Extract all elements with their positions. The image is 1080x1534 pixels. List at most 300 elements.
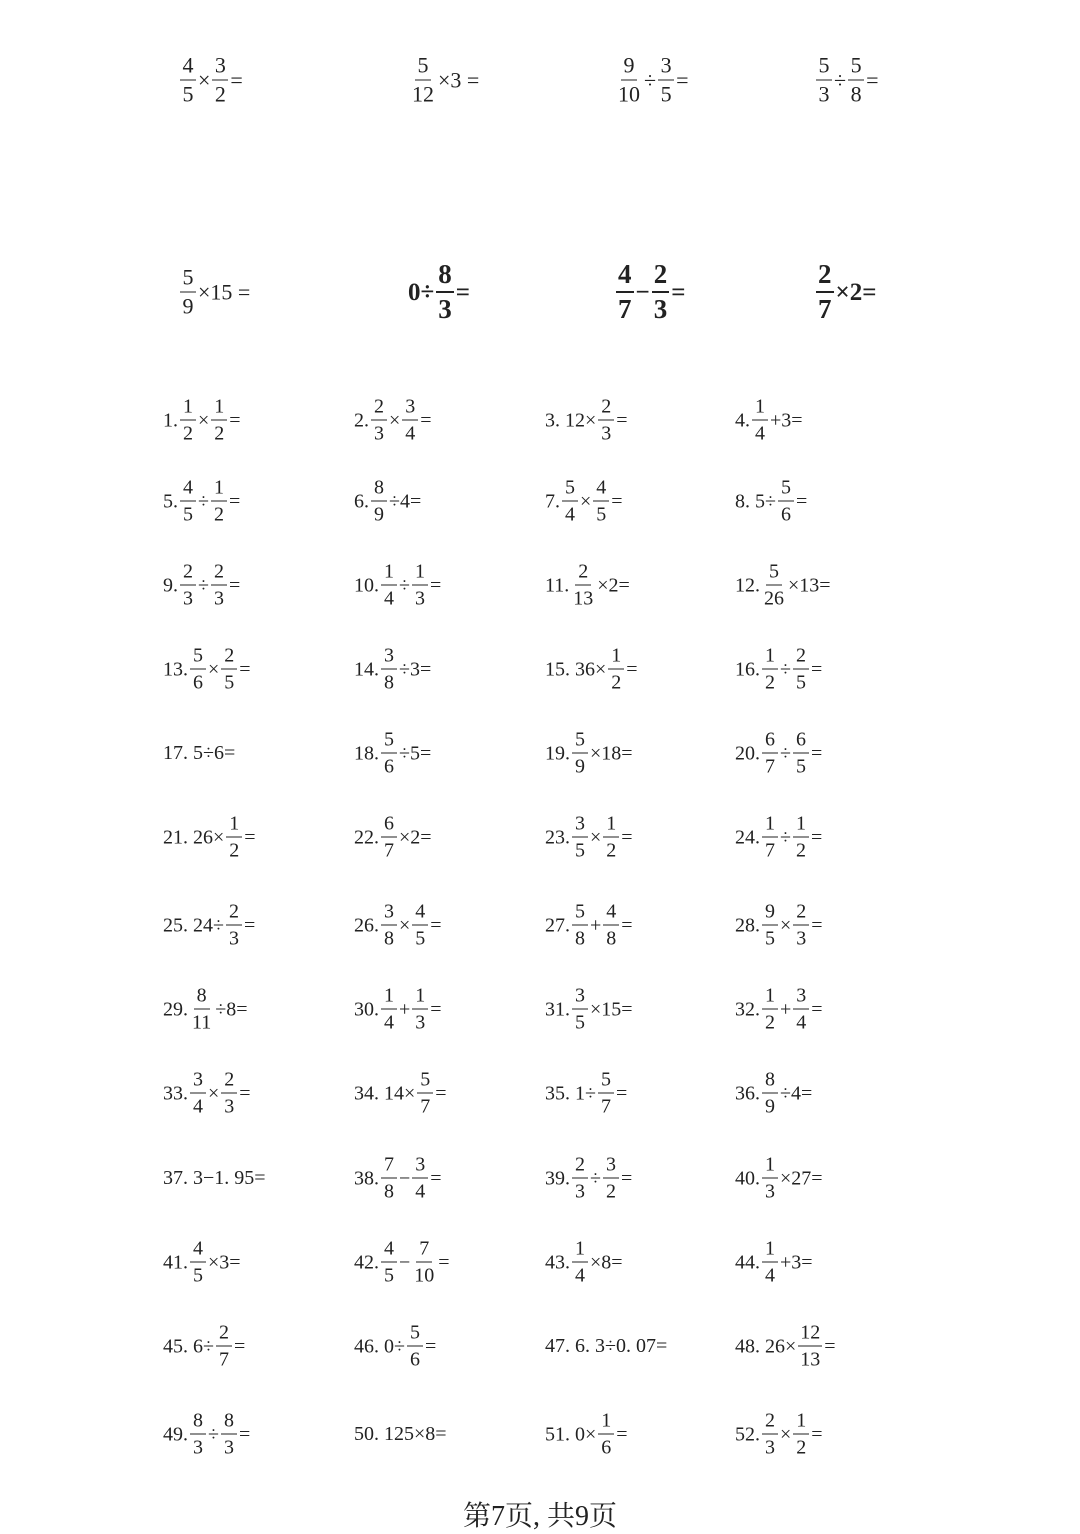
denominator: 3 [223,1436,234,1459]
denominator: 3 [414,587,425,610]
expression-text: = [810,826,823,848]
numerator: 7 [381,1155,397,1179]
expression-text: ÷ [590,1167,601,1189]
problem-51 [545,1411,628,1458]
fraction [381,646,397,693]
expression-text: × [780,914,792,936]
expression-text: + [780,998,792,1020]
problem-34 [354,1070,447,1117]
expression-text: ×2= [835,278,877,306]
problem-22 [354,814,432,861]
numerator: 1 [572,1239,588,1263]
expression-text: = [435,1082,447,1104]
denominator: 5 [384,1264,394,1287]
problem-9 [163,562,240,609]
expression-text: 50. 125×8= [354,1423,447,1445]
numerator: 4 [180,478,196,502]
expression-text: ×3= [208,1251,241,1273]
expression-text: 2. [354,409,369,431]
numerator: 3 [381,902,397,926]
denominator: 4 [415,1180,426,1203]
fraction [598,397,614,444]
denominator: 3 [193,1436,203,1459]
problem-1 [163,397,241,444]
fraction [752,397,768,444]
numerator: 1 [180,397,196,421]
expression-text: × [208,658,220,680]
fraction [762,1070,778,1117]
fraction [593,478,609,525]
header-problem-5 [178,264,251,319]
denominator: 6 [601,1436,612,1459]
expression-text: 13. [163,658,188,680]
problem-39 [545,1155,632,1202]
fraction [226,902,242,949]
fraction [571,562,595,609]
problem-4 [735,397,803,444]
numerator: 3 [212,55,228,81]
expression-text: +3= [770,409,803,431]
numerator: 6 [793,730,809,754]
expression-text: = [795,490,808,512]
expression-text: 29. [163,998,188,1020]
expression-text: ÷ [208,1423,219,1445]
expression-text: 34. 14× [354,1082,416,1104]
denominator: 5 [596,503,607,526]
expression-text: 18. [354,742,379,764]
denominator: 9 [182,293,194,319]
numerator: 5 [848,55,864,81]
numerator: 5 [415,55,431,81]
expression-text: 31. [545,998,570,1020]
denominator: 5 [224,671,235,694]
problem-35 [545,1070,627,1117]
fraction [180,478,196,525]
numerator: 2 [211,562,227,586]
fraction [762,986,778,1033]
expression-text: = [455,278,470,306]
denominator: 4 [765,1264,775,1287]
expression-text: 46. 0÷ [354,1335,405,1357]
problem-43 [545,1239,623,1286]
expression-text: 28. [735,914,760,936]
numerator: 2 [762,1411,778,1435]
problem-5 [163,478,240,525]
fraction [436,261,454,323]
numerator: 1 [793,1411,809,1435]
numerator: 8 [762,1070,778,1094]
numerator: 3 [603,1155,619,1179]
problem-23 [545,814,633,861]
expression-text: 48. 26× [735,1335,797,1357]
fraction [598,1411,614,1458]
fraction [572,1155,588,1202]
numerator: 2 [598,397,614,421]
page-footer: 第7页, 共9页 [462,1501,617,1532]
expression-text: = [244,826,256,848]
fraction [616,261,634,323]
denominator: 7 [218,1348,229,1371]
expression-text: = [616,1423,628,1445]
problem-40 [735,1155,823,1202]
problem-12 [735,562,831,609]
denominator: 2 [605,1180,616,1203]
denominator: 4 [405,422,416,445]
denominator: 3 [601,422,612,445]
expression-text: 16. [735,658,760,680]
fraction [412,1239,436,1286]
fraction [778,478,794,525]
numerator: 1 [211,478,227,502]
expression-text: = [239,1082,251,1104]
expression-text: + [590,914,602,936]
expression-text: = [810,658,823,680]
expression-text: 30. [354,998,379,1020]
expression-text: ×3 = [438,67,480,92]
expression-text: × [780,1423,792,1445]
fraction [793,986,809,1033]
fraction [798,1323,822,1370]
denominator: 2 [214,81,226,107]
expression-text: 32. [735,998,760,1020]
numerator: 5 [572,902,588,926]
denominator: 3 [374,422,384,445]
expression-text: ÷8= [215,998,248,1020]
denominator: 5 [795,671,806,694]
problem-7 [545,478,623,525]
fraction [410,52,436,107]
expression-text: 19. [545,742,570,764]
denominator: 9 [765,1095,775,1118]
denominator: 7 [765,755,775,778]
expression-text: = [615,1082,628,1104]
fraction [412,562,428,609]
expression-text: ×18= [590,742,633,764]
numerator: 5 [816,55,832,81]
expression-text: = [228,490,241,512]
expression-text: 45. 6÷ [163,1335,214,1357]
expression-text: × [198,409,210,431]
expression-text: ÷3= [399,658,432,680]
problem-47 [545,1336,667,1356]
fraction [603,1155,619,1202]
denominator: 2 [796,1436,807,1459]
expression-text: = [230,67,243,92]
numerator: 2 [226,902,242,926]
expression-text: 3. 12× [545,409,597,431]
problem-41 [163,1239,241,1286]
expression-text: ÷ [780,742,791,764]
expression-text: = [229,409,241,431]
numerator: 8 [190,1411,206,1435]
denominator: 5 [765,927,775,950]
fraction [381,986,397,1033]
expression-text: = [676,67,689,92]
expression-text: = [429,574,442,596]
numerator: 4 [603,902,619,926]
expression-text: 41. [163,1251,188,1273]
fraction [221,1070,237,1117]
fraction [608,646,624,693]
denominator: 12 [412,81,434,107]
problem-8 [735,478,807,525]
expression-text: ÷ [644,67,657,92]
expression-text: ÷5= [399,742,432,764]
fraction [180,52,196,107]
expression-text: 52. [735,1423,760,1445]
fraction [190,1239,206,1286]
fraction [371,478,387,525]
numerator: 1 [752,397,768,421]
denominator: 2 [611,671,622,694]
denominator: 8 [384,671,394,694]
fraction [816,52,832,107]
denominator: 6 [193,671,203,694]
problem-16 [735,646,822,693]
denominator: 3 [653,294,668,324]
fraction [572,902,588,949]
fraction [793,1411,809,1458]
denominator: 2 [183,422,193,445]
numerator: 4 [593,478,609,502]
fraction [658,52,674,107]
numerator: 8 [221,1411,237,1435]
problem-42 [354,1239,450,1286]
expression-text: ×13= [788,574,831,596]
expression-text: 47. 6. 3÷0. 07= [545,1335,668,1357]
fraction [762,562,786,609]
fraction [216,1323,232,1370]
expression-text: 6. [354,490,369,512]
fraction [381,1239,397,1286]
fraction [603,814,619,861]
numerator: 1 [598,1411,614,1435]
problem-44 [735,1239,813,1286]
expression-text: = [420,409,432,431]
numerator: 1 [381,986,397,1010]
fraction [762,1411,778,1458]
denominator: 13 [573,587,594,610]
expression-text: = [811,998,823,1020]
denominator: 13 [800,1348,821,1371]
numerator: 2 [793,646,809,670]
numerator: 4 [180,55,196,81]
numerator: 2 [575,562,591,586]
fraction [211,562,227,609]
numerator: 5 [407,1323,423,1347]
denominator: 4 [575,1264,585,1287]
denominator: 11 [192,1011,212,1034]
denominator: 4 [755,422,765,445]
denominator: 8 [606,927,617,950]
header-problem-7 [614,261,686,323]
numerator: 2 [371,397,387,421]
numerator: 6 [762,730,778,754]
problem-28 [735,902,823,949]
expression-text: 8. 5÷ [735,490,776,512]
problem-29 [163,986,248,1033]
expression-text: 49. [163,1423,188,1445]
problem-26 [354,902,442,949]
problem-3 [545,397,628,444]
denominator: 8 [575,927,585,950]
problem-18 [354,730,431,777]
expression-text: ÷ [399,574,410,596]
denominator: 3 [818,81,830,107]
problem-10 [354,562,441,609]
expression-text: ÷4= [389,490,422,512]
denominator: 3 [765,1180,775,1203]
denominator: 5 [660,81,672,107]
fraction [793,902,809,949]
numerator: 1 [762,1239,778,1263]
problem-37 [163,1168,266,1188]
problem-21 [163,814,256,861]
expression-text: 0÷ [408,278,435,306]
denominator: 4 [384,587,394,610]
expression-text: 25. 24÷ [163,914,224,936]
numerator: 8 [436,261,454,293]
denominator: 2 [214,422,225,445]
problem-24 [735,814,822,861]
problem-13 [163,646,251,693]
numerator: 1 [793,814,809,838]
expression-text: 21. 26× [163,826,225,848]
expression-text: ÷ [834,67,847,92]
fraction [816,261,834,323]
expression-text: = [621,914,633,936]
fraction [412,902,428,949]
numerator: 1 [762,814,778,838]
numerator: 3 [381,646,397,670]
denominator: 3 [213,587,224,610]
expression-text: 10. [354,574,379,596]
expression-text: = [430,998,442,1020]
expression-text: 39. [545,1167,570,1189]
numerator: 2 [221,646,237,670]
problem-6 [354,478,421,525]
fraction [562,478,578,525]
denominator: 5 [795,755,806,778]
expression-text: + [399,998,411,1020]
denominator: 2 [606,839,617,862]
expression-text: × [590,826,602,848]
denominator: 2 [213,503,224,526]
fraction [221,646,237,693]
denominator: 3 [224,1095,235,1118]
fraction [211,397,227,444]
problem-52 [735,1411,823,1458]
fraction [407,1323,423,1370]
fraction [762,1155,778,1202]
numerator: 3 [572,814,588,838]
numerator: 3 [190,1070,206,1094]
expression-text: 37. 3−1. 95= [163,1167,266,1189]
numerator: 1 [412,562,428,586]
denominator: 7 [618,294,632,324]
denominator: 3 [415,1011,426,1034]
numerator: 5 [190,646,206,670]
numerator: 2 [652,261,670,293]
problem-30 [354,986,442,1033]
problem-14 [354,646,431,693]
header-problem-8 [814,261,877,323]
denominator: 10 [618,81,640,107]
expression-text: 42. [354,1251,379,1273]
numerator: 3 [412,1155,428,1179]
expression-text: = [233,1335,246,1357]
expression-text: 1. [163,409,178,431]
denominator: 7 [600,1095,611,1118]
numerator: 1 [608,646,624,670]
expression-text: 17. 5÷6= [163,742,236,764]
denominator: 4 [193,1095,203,1118]
numerator: 1 [211,397,227,421]
expression-text: = [810,742,823,764]
denominator: 26 [764,587,784,610]
fraction [180,264,196,319]
fraction [221,1411,237,1458]
numerator: 5 [417,1070,433,1094]
denominator: 8 [384,1180,394,1203]
problem-33 [163,1070,251,1117]
numerator: 4 [381,1239,397,1263]
fraction [572,730,588,777]
denominator: 5 [183,503,193,526]
fraction [226,814,242,861]
expression-text: × [198,67,211,92]
denominator: 8 [384,927,394,950]
expression-text: × [389,409,401,431]
numerator: 2 [216,1323,232,1347]
problem-31 [545,986,633,1033]
denominator: 6 [409,1348,420,1371]
fraction [381,562,397,609]
numerator: 9 [762,902,778,926]
numerator: 2 [221,1070,237,1094]
fraction [190,986,213,1033]
expression-text: +3= [780,1251,813,1273]
header-problem-4 [814,52,879,107]
expression-text: ÷ [198,574,209,596]
problem-19 [545,730,633,777]
denominator: 7 [818,294,832,324]
problem-38 [354,1155,442,1202]
numerator: 5 [562,478,578,502]
expression-text: 43. [545,1251,570,1273]
fraction [598,1070,614,1117]
fraction [848,52,864,107]
expression-text: ÷ [780,826,791,848]
header-problem-3 [614,52,689,107]
expression-text: ×27= [780,1167,823,1189]
fraction [572,986,588,1033]
expression-text: 12. [735,574,760,596]
expression-text: ÷ [780,658,791,680]
denominator: 7 [384,839,394,862]
fraction [616,52,642,107]
expression-text: ÷4= [780,1082,813,1104]
expression-text: 15. 36× [545,658,607,680]
fraction [793,646,809,693]
expression-text: × [208,1082,220,1104]
expression-text: ÷ [198,490,209,512]
numerator: 12 [798,1323,822,1347]
expression-text: 24. [735,826,760,848]
fraction [572,814,588,861]
expression-text: 38. [354,1167,379,1189]
denominator: 5 [575,1011,585,1034]
